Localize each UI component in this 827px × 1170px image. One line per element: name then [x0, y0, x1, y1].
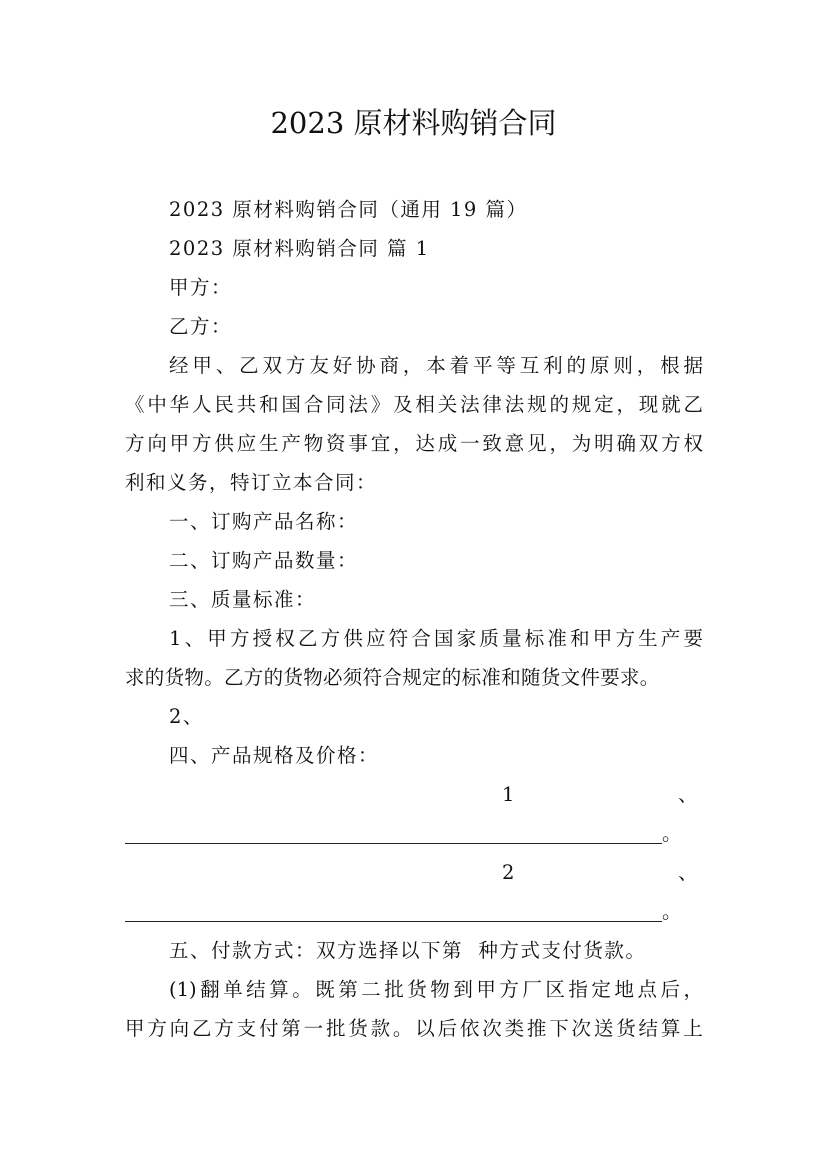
quality-item-line: 1、甲方授权乙方供应符合国家质量标准和甲方生产要 [169, 627, 703, 650]
doc-subtitle: 2023 原材料购销合同（通用 19 篇） [169, 198, 528, 221]
party-b-label: 乙方： [169, 315, 233, 338]
payment-option-line: 甲方向乙方支付第一批货款。以后依次类推下次送货结算上 [125, 1017, 703, 1040]
spec-item-comma: 、 [678, 783, 698, 806]
clause-product-name: 一、订购产品名称： [169, 510, 359, 533]
clause-spec-price: 四、产品规格及价格： [169, 744, 380, 767]
preamble-line: 利和义务，特订立本合同： [125, 471, 378, 494]
spec-item-number-row [125, 775, 703, 814]
preamble-line: 《中华人民共和国合同法》及相关法律法规的规定，现就乙 [125, 393, 703, 416]
spec-item-blank-row [125, 892, 703, 931]
fill-in-blank-line [125, 921, 662, 922]
spec-item-blank-row [125, 814, 703, 853]
spec-item-number: 1 [502, 783, 515, 806]
document-title: 2023 原材料购销合同 [270, 106, 557, 140]
clause-quality-standard: 三、质量标准： [169, 588, 317, 611]
clause-product-quantity: 二、订购产品数量： [169, 549, 359, 572]
spec-item-end-mark: 。 [662, 900, 682, 923]
document-body [125, 190, 703, 1048]
quality-item-line: 求的货物。乙方的货物必须符合规定的标准和随货文件要求。 [125, 666, 660, 689]
spec-item-end-mark: 。 [662, 822, 682, 845]
fill-in-blank-line [125, 843, 662, 844]
spec-item-comma: 、 [678, 861, 698, 884]
preamble-line: 经甲、乙双方友好协商，本着平等互利的原则，根据 [169, 354, 703, 377]
payment-option-line: (1)翻单结算。既第二批货物到甲方厂区指定地点后， [169, 978, 703, 1001]
preamble-line: 方向甲方供应生产物资事宜，达成一致意见，为明确双方权 [125, 432, 703, 455]
clause-payment-method: 五、付款方式：双方选择以下第 种方式支付货款。 [169, 939, 647, 962]
spec-item-number-row [125, 853, 703, 892]
doc-section-heading: 2023 原材料购销合同 篇 1 [169, 237, 430, 260]
quality-item-2: 2、 [169, 705, 204, 728]
spec-item-number: 2 [502, 861, 515, 884]
party-a-label: 甲方： [169, 276, 233, 299]
